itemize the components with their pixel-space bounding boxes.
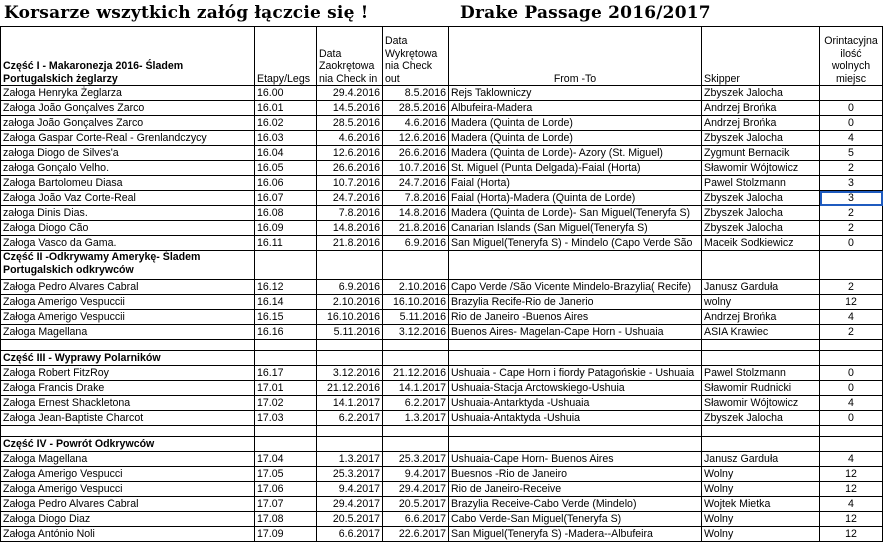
skipper-cell[interactable]: wolny — [702, 295, 820, 310]
places-cell[interactable]: 3 — [820, 176, 883, 191]
places-cell[interactable]: 4 — [820, 310, 883, 325]
route-cell[interactable]: Brazylia Recife-Rio de Janerio — [449, 295, 702, 310]
route-cell[interactable]: Rio de Janeiro-Receive — [449, 482, 702, 497]
leg-cell[interactable]: 16.14 — [255, 295, 317, 310]
checkout-cell[interactable]: 2.10.2016 — [383, 280, 449, 295]
crew-cell[interactable]: Załoga Magellana — [1, 452, 255, 467]
empty-cell[interactable] — [702, 437, 820, 452]
checkin-cell[interactable]: 7.8.2016 — [317, 206, 383, 221]
leg-cell[interactable]: 16.03 — [255, 131, 317, 146]
leg-cell[interactable]: 16.05 — [255, 161, 317, 176]
checkout-cell[interactable]: 24.7.2016 — [383, 176, 449, 191]
crew-cell[interactable]: Załoga Bartolomeu Diasa — [1, 176, 255, 191]
table-row — [1, 116, 883, 131]
places-cell[interactable]: 0 — [820, 101, 883, 116]
checkout-cell[interactable]: 14.1.2017 — [383, 381, 449, 396]
places-cell[interactable] — [820, 86, 883, 101]
route-cell[interactable]: Madera (Quinta de Lorde) — [449, 116, 702, 131]
skipper-cell[interactable]: Zbyszek Jalocha — [702, 191, 820, 206]
leg-cell[interactable]: 16.02 — [255, 116, 317, 131]
table-row — [1, 86, 883, 101]
leg-cell[interactable]: 17.04 — [255, 452, 317, 467]
skipper-cell[interactable]: Zbyszek Jalocha — [702, 221, 820, 236]
leg-cell[interactable]: 17.08 — [255, 512, 317, 527]
route-cell[interactable]: Madera (Quinta de Lorde) — [449, 131, 702, 146]
header-checkin[interactable]: Data Zaokrętowa nia Check in — [317, 27, 383, 86]
places-cell[interactable]: 2 — [820, 325, 883, 340]
leg-cell[interactable]: 16.01 — [255, 101, 317, 116]
places-cell[interactable]: 12 — [820, 512, 883, 527]
empty-cell[interactable] — [702, 340, 820, 351]
leg-cell[interactable]: 17.07 — [255, 497, 317, 512]
route-cell[interactable]: St. Miguel (Punta Delgada)-Faial (Horta) — [449, 161, 702, 176]
route-cell[interactable]: Madera (Quinta de Lorde)- Azory (St. Miguel) — [449, 146, 702, 161]
section-title[interactable]: Część III - Wyprawy Polarników — [1, 351, 255, 366]
schedule-table — [0, 26, 883, 542]
empty-cell[interactable] — [383, 437, 449, 452]
skipper-cell[interactable]: Zbyszek Jalocha — [702, 206, 820, 221]
spacer-row — [1, 426, 883, 437]
skipper-cell[interactable]: Zbyszek Jalocha — [702, 411, 820, 426]
empty-cell[interactable] — [820, 426, 883, 437]
crew-cell[interactable]: załoga Diogo de Silves'a — [1, 146, 255, 161]
table-row — [1, 146, 883, 161]
checkin-cell[interactable]: 26.6.2016 — [317, 161, 383, 176]
empty-cell[interactable] — [317, 340, 383, 351]
checkout-cell[interactable]: 6.6.2017 — [383, 512, 449, 527]
header-skipper[interactable]: Skipper — [702, 27, 820, 86]
empty-cell[interactable] — [820, 251, 883, 280]
checkout-cell[interactable]: 6.2.2017 — [383, 396, 449, 411]
route-cell[interactable]: Cabo Verde-San Miguel(Teneryfa S) — [449, 512, 702, 527]
empty-cell[interactable] — [702, 251, 820, 280]
table-row — [1, 452, 883, 467]
leg-cell[interactable]: 17.06 — [255, 482, 317, 497]
checkin-cell[interactable]: 24.7.2016 — [317, 191, 383, 206]
empty-cell[interactable] — [820, 437, 883, 452]
header-route[interactable]: From -To — [449, 27, 702, 86]
empty-cell[interactable] — [317, 426, 383, 437]
crew-cell[interactable]: Załoga Jean-Baptiste Charcot — [1, 411, 255, 426]
route-cell[interactable]: Rio de Janeiro -Buenos Aires — [449, 310, 702, 325]
header-places[interactable]: Orintacyjna ilość wolnych miejsc — [820, 27, 883, 86]
checkin-cell[interactable]: 20.5.2017 — [317, 512, 383, 527]
table-row — [1, 295, 883, 310]
section-title[interactable]: Część IV - Powrót Odkrywców — [1, 437, 255, 452]
table-row — [1, 191, 883, 206]
places-cell[interactable]: 5 — [820, 146, 883, 161]
checkout-cell[interactable]: 14.8.2016 — [383, 206, 449, 221]
checkin-cell[interactable]: 29.4.2016 — [317, 86, 383, 101]
empty-cell[interactable] — [383, 351, 449, 366]
empty-cell[interactable] — [702, 351, 820, 366]
checkin-cell[interactable]: 14.8.2016 — [317, 221, 383, 236]
leg-cell[interactable]: 17.01 — [255, 381, 317, 396]
checkin-cell[interactable]: 21.8.2016 — [317, 236, 383, 251]
leg-cell[interactable]: 16.00 — [255, 86, 317, 101]
places-cell[interactable]: 4 — [820, 131, 883, 146]
skipper-cell[interactable]: Andrzej Brońka — [702, 116, 820, 131]
section-header-row — [1, 437, 883, 452]
crew-cell[interactable]: Załoga Ernest Shackletona — [1, 396, 255, 411]
checkin-cell[interactable]: 6.6.2017 — [317, 527, 383, 542]
route-cell[interactable]: Canarian Islands (San Miguel(Teneryfa S) — [449, 221, 702, 236]
checkout-cell[interactable]: 6.9.2016 — [383, 236, 449, 251]
leg-cell[interactable]: 16.11 — [255, 236, 317, 251]
table-row — [1, 131, 883, 146]
checkout-cell[interactable]: 28.5.2016 — [383, 101, 449, 116]
places-cell[interactable]: 12 — [820, 482, 883, 497]
spacer-row — [1, 340, 883, 351]
route-cell[interactable]: Faial (Horta)-Madera (Quinta de Lorde) — [449, 191, 702, 206]
crew-cell[interactable]: Załoga Gaspar Corte-Real - Grenlandczycy — [1, 131, 255, 146]
table-row — [1, 176, 883, 191]
empty-cell[interactable] — [255, 426, 317, 437]
checkin-cell[interactable]: 28.5.2016 — [317, 116, 383, 131]
crew-cell[interactable]: Załoga António Noli — [1, 527, 255, 542]
checkout-cell[interactable]: 7.8.2016 — [383, 191, 449, 206]
crew-cell[interactable]: Załoga Magellana — [1, 325, 255, 340]
empty-cell[interactable] — [255, 437, 317, 452]
checkin-cell[interactable]: 5.11.2016 — [317, 325, 383, 340]
empty-cell[interactable] — [255, 251, 317, 280]
leg-cell[interactable]: 16.17 — [255, 366, 317, 381]
crew-cell[interactable]: Załoga João Vaz Corte-Real — [1, 191, 255, 206]
checkin-cell[interactable]: 4.6.2016 — [317, 131, 383, 146]
empty-cell[interactable] — [1, 340, 255, 351]
route-cell[interactable]: Ushuaia - Cape Horn i fiordy Patagońskie - Ushuaia — [449, 366, 702, 381]
route-cell[interactable]: Ushuaia-Stacja Arctowskiego-Ushuia — [449, 381, 702, 396]
table-row — [1, 467, 883, 482]
places-cell[interactable]: 12 — [820, 295, 883, 310]
table-row — [1, 101, 883, 116]
places-cell[interactable]: 2 — [820, 206, 883, 221]
skipper-cell[interactable]: Andrzej Brońka — [702, 101, 820, 116]
table-row — [1, 325, 883, 340]
skipper-cell[interactable]: Zbyszek Jalocha — [702, 86, 820, 101]
checkout-cell[interactable]: 5.11.2016 — [383, 310, 449, 325]
route-cell[interactable]: Capo Verde /São Vicente Mindelo-Brazylia( Recife) — [449, 280, 702, 295]
crew-cell[interactable]: załoga João Gonçalves Zarco — [1, 116, 255, 131]
route-cell[interactable]: Albufeira-Madera — [449, 101, 702, 116]
route-cell[interactable]: Brazylia Receive-Cabo Verde (Mindelo) — [449, 497, 702, 512]
table-row — [1, 527, 883, 542]
route-cell[interactable]: Ushuaia-Antarktyda -Ushuaia — [449, 396, 702, 411]
checkout-cell[interactable]: 8.5.2016 — [383, 86, 449, 101]
empty-cell[interactable] — [383, 340, 449, 351]
checkout-cell[interactable]: 22.6.2017 — [383, 527, 449, 542]
route-cell[interactable]: San Miguel(Teneryfa S) - Mindelo (Capo Verde São — [449, 236, 702, 251]
skipper-cell[interactable]: Sławomir Wójtowicz — [702, 396, 820, 411]
empty-cell[interactable] — [317, 437, 383, 452]
route-cell[interactable]: Rejs Taklowniczy — [449, 86, 702, 101]
route-cell[interactable]: Madera (Quinta de Lorde)- San Miguel(Teneryfa S) — [449, 206, 702, 221]
crew-cell[interactable]: Załoga Diogo Diaz — [1, 512, 255, 527]
header-etapy[interactable]: Etapy/Legs — [255, 27, 317, 86]
skipper-cell[interactable]: Zygmunt Bernacik — [702, 146, 820, 161]
checkout-cell[interactable]: 16.10.2016 — [383, 295, 449, 310]
crew-cell[interactable]: Załoga Amerigo Vespuccii — [1, 310, 255, 325]
empty-cell[interactable] — [449, 340, 702, 351]
skipper-cell[interactable]: Wolny — [702, 467, 820, 482]
skipper-cell[interactable]: ASIA Krawiec — [702, 325, 820, 340]
crew-cell[interactable]: Załoga Henryka Żeglarza — [1, 86, 255, 101]
checkin-cell[interactable]: 6.9.2016 — [317, 280, 383, 295]
skipper-cell[interactable]: Janusz Garduła — [702, 280, 820, 295]
checkin-cell[interactable]: 3.12.2016 — [317, 366, 383, 381]
empty-cell[interactable] — [317, 251, 383, 280]
checkout-cell[interactable]: 29.4.2017 — [383, 482, 449, 497]
checkin-cell[interactable]: 21.12.2016 — [317, 381, 383, 396]
places-cell[interactable]: 4 — [820, 396, 883, 411]
route-cell[interactable]: Ushuaia-Cape Horn- Buenos Aires — [449, 452, 702, 467]
route-cell[interactable]: Buesnos -Rio de Janeiro — [449, 467, 702, 482]
empty-cell[interactable] — [702, 426, 820, 437]
leg-cell[interactable]: 16.16 — [255, 325, 317, 340]
checkout-cell[interactable]: 4.6.2016 — [383, 116, 449, 131]
header-row — [1, 27, 883, 86]
leg-cell[interactable]: 16.06 — [255, 176, 317, 191]
route-cell[interactable]: San Miguel(Teneryfa S) -Madera--Albufeira — [449, 527, 702, 542]
header-checkout[interactable]: Data Wykrętowa nia Check out — [383, 27, 449, 86]
empty-cell[interactable] — [449, 351, 702, 366]
table-row — [1, 411, 883, 426]
empty-cell[interactable] — [383, 426, 449, 437]
checkout-cell[interactable]: 10.7.2016 — [383, 161, 449, 176]
skipper-cell[interactable]: Wolny — [702, 512, 820, 527]
skipper-cell[interactable]: Wolny — [702, 527, 820, 542]
skipper-cell[interactable]: Janusz Garduła — [702, 452, 820, 467]
checkout-cell[interactable]: 25.3.2017 — [383, 452, 449, 467]
table-row — [1, 396, 883, 411]
leg-cell[interactable]: 16.15 — [255, 310, 317, 325]
checkin-cell[interactable]: 10.7.2016 — [317, 176, 383, 191]
empty-cell[interactable] — [317, 351, 383, 366]
section-header-row — [1, 251, 883, 280]
empty-cell[interactable] — [1, 426, 255, 437]
table-row — [1, 512, 883, 527]
crew-cell[interactable]: Załoga Amerigo Vespucci — [1, 482, 255, 497]
places-cell[interactable]: 2 — [820, 161, 883, 176]
places-cell[interactable]: 0 — [820, 411, 883, 426]
places-cell[interactable]: 0 — [820, 381, 883, 396]
crew-cell[interactable]: Załoga Robert FitzRoy — [1, 366, 255, 381]
places-cell[interactable]: 2 — [820, 221, 883, 236]
places-cell[interactable]: 4 — [820, 497, 883, 512]
skipper-cell[interactable]: Wojtek Mietka — [702, 497, 820, 512]
table-row — [1, 161, 883, 176]
sheet-title: Korsarze wszytkich załóg łączcie się ! — [4, 3, 369, 23]
checkout-cell[interactable]: 9.4.2017 — [383, 467, 449, 482]
places-cell[interactable]: 0 — [820, 366, 883, 381]
empty-cell[interactable] — [255, 351, 317, 366]
skipper-cell[interactable]: Pawel Stolzmann — [702, 366, 820, 381]
crew-cell[interactable]: Załoga Francis Drake — [1, 381, 255, 396]
skipper-cell[interactable]: Zbyszek Jalocha — [702, 131, 820, 146]
season-title: Drake Passage 2016/2017 — [460, 3, 711, 23]
places-cell[interactable]: 3 — [820, 191, 883, 206]
checkin-cell[interactable]: 2.10.2016 — [317, 295, 383, 310]
checkin-cell[interactable]: 9.4.2017 — [317, 482, 383, 497]
checkin-cell[interactable]: 29.4.2017 — [317, 497, 383, 512]
empty-cell[interactable] — [820, 340, 883, 351]
table-row — [1, 482, 883, 497]
skipper-cell[interactable]: Pawel Stolzmann — [702, 176, 820, 191]
title-row — [0, 0, 884, 26]
checkin-cell[interactable]: 16.10.2016 — [317, 310, 383, 325]
table-row — [1, 221, 883, 236]
leg-cell[interactable]: 17.03 — [255, 411, 317, 426]
crew-cell[interactable]: Załoga João Gonçalves Zarco — [1, 101, 255, 116]
checkin-cell[interactable]: 12.6.2016 — [317, 146, 383, 161]
places-cell[interactable]: 0 — [820, 236, 883, 251]
checkin-cell[interactable]: 6.2.2017 — [317, 411, 383, 426]
empty-cell[interactable] — [449, 437, 702, 452]
table-row — [1, 280, 883, 295]
route-cell[interactable]: Buenos Aires- Magelan-Cape Horn - Ushuaia — [449, 325, 702, 340]
checkin-cell[interactable]: 1.3.2017 — [317, 452, 383, 467]
crew-cell[interactable]: Załoga Amerigo Vespucci — [1, 467, 255, 482]
skipper-cell[interactable]: Andrzej Brońka — [702, 310, 820, 325]
leg-cell[interactable]: 16.04 — [255, 146, 317, 161]
leg-cell[interactable]: 17.05 — [255, 467, 317, 482]
places-cell[interactable]: 2 — [820, 280, 883, 295]
crew-cell[interactable]: Załoga Amerigo Vespuccii — [1, 295, 255, 310]
leg-cell[interactable]: 16.09 — [255, 221, 317, 236]
table-row — [1, 310, 883, 325]
route-cell[interactable]: Ushuaia-Antaktyda -Ushuia — [449, 411, 702, 426]
checkout-cell[interactable]: 20.5.2017 — [383, 497, 449, 512]
leg-cell[interactable]: 17.09 — [255, 527, 317, 542]
crew-cell[interactable]: załoga Dinis Dias. — [1, 206, 255, 221]
crew-cell[interactable]: Załoga Pedro Alvares Cabral — [1, 280, 255, 295]
places-cell[interactable]: 4 — [820, 452, 883, 467]
leg-cell[interactable]: 16.08 — [255, 206, 317, 221]
skipper-cell[interactable]: Maceik Sodkiewicz — [702, 236, 820, 251]
places-cell[interactable]: 12 — [820, 527, 883, 542]
checkin-cell[interactable]: 25.3.2017 — [317, 467, 383, 482]
table-row — [1, 236, 883, 251]
checkout-cell[interactable]: 21.12.2016 — [383, 366, 449, 381]
checkout-cell[interactable]: 3.12.2016 — [383, 325, 449, 340]
table-row — [1, 366, 883, 381]
places-cell[interactable]: 0 — [820, 116, 883, 131]
route-cell[interactable]: Faial (Horta) — [449, 176, 702, 191]
crew-cell[interactable]: Załoga Pedro Alvares Cabral — [1, 497, 255, 512]
checkout-cell[interactable]: 21.8.2016 — [383, 221, 449, 236]
skipper-cell[interactable]: Wolny — [702, 482, 820, 497]
leg-cell[interactable]: 16.07 — [255, 191, 317, 206]
crew-cell[interactable]: Załoga Diogo Cão — [1, 221, 255, 236]
empty-cell[interactable] — [255, 340, 317, 351]
crew-cell[interactable]: Załoga Vasco da Gama. — [1, 236, 255, 251]
checkout-cell[interactable]: 12.6.2016 — [383, 131, 449, 146]
leg-cell[interactable]: 16.12 — [255, 280, 317, 295]
checkout-cell[interactable]: 26.6.2016 — [383, 146, 449, 161]
crew-cell[interactable]: załoga Gonçalo Velho. — [1, 161, 255, 176]
table-row — [1, 497, 883, 512]
header-section-title[interactable]: Część I - Makaronezja 2016- Śladem Portugalskich żeglarzy — [1, 27, 255, 86]
skipper-cell[interactable]: Sławomir Rudnicki — [702, 381, 820, 396]
section-title[interactable]: Część II -Odkrywamy Amerykę- Śladem Portugalskich odkrywców — [1, 251, 255, 280]
skipper-cell[interactable]: Sławomir Wójtowicz — [702, 161, 820, 176]
empty-cell[interactable] — [383, 251, 449, 280]
checkin-cell[interactable]: 14.1.2017 — [317, 396, 383, 411]
empty-cell[interactable] — [449, 251, 702, 280]
empty-cell[interactable] — [449, 426, 702, 437]
leg-cell[interactable]: 17.02 — [255, 396, 317, 411]
checkout-cell[interactable]: 1.3.2017 — [383, 411, 449, 426]
table-row — [1, 381, 883, 396]
places-cell[interactable]: 12 — [820, 467, 883, 482]
checkin-cell[interactable]: 14.5.2016 — [317, 101, 383, 116]
empty-cell[interactable] — [820, 351, 883, 366]
table-row — [1, 206, 883, 221]
section-header-row — [1, 351, 883, 366]
